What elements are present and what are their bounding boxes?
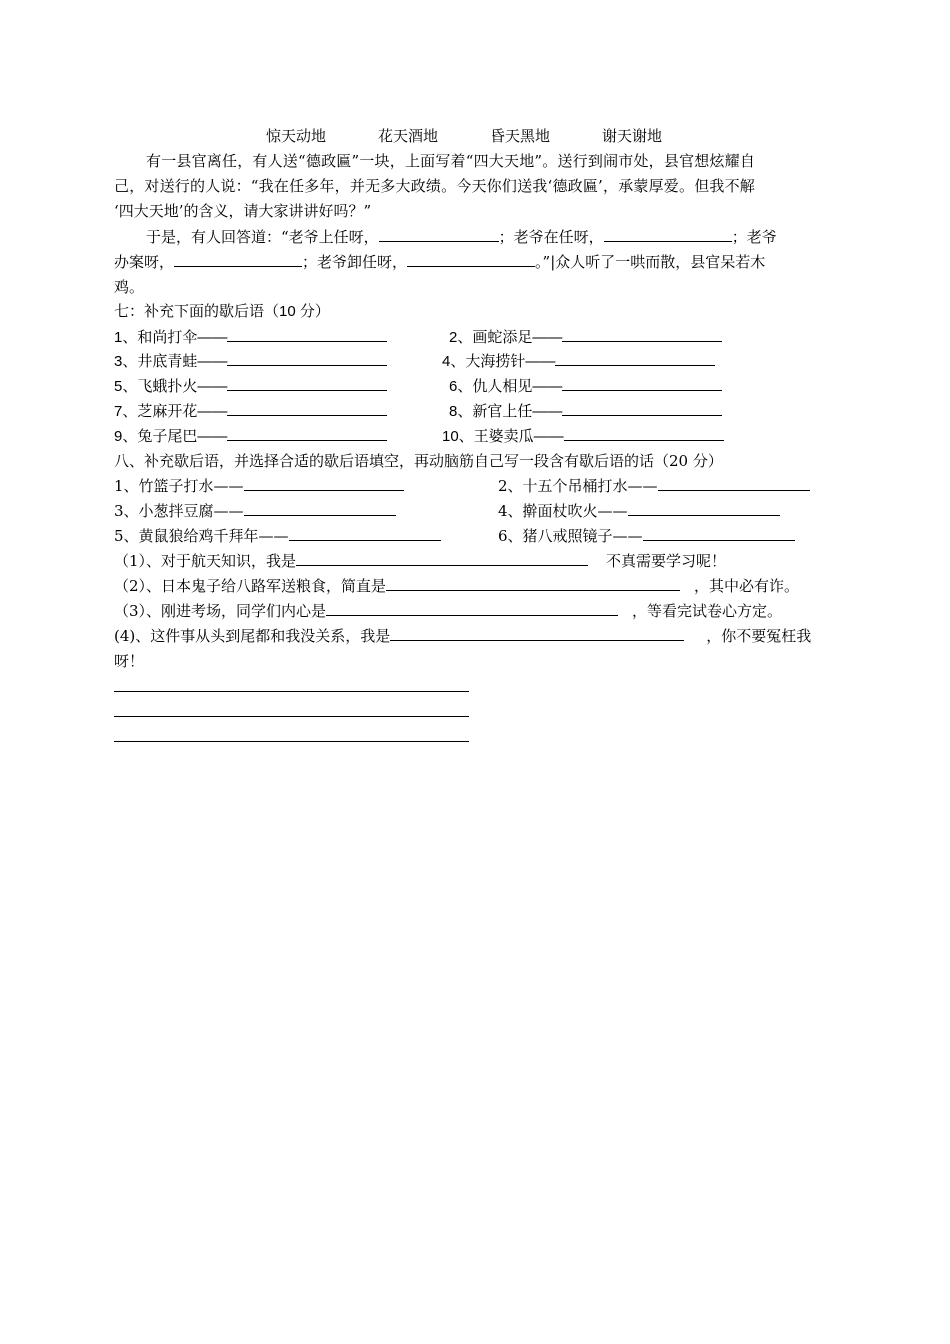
story-text: 办案呀， bbox=[114, 253, 175, 271]
story-line: 己，对送行的人说：“我在任多年，并无多大政绩。今天你们送我‘德政匾’，承蒙厚爱。但我不解 bbox=[114, 177, 756, 195]
story-text: 。”|众人听了一哄而散，县官呆若木 bbox=[535, 253, 766, 271]
fill-prefix: （3）、刚进考场，同学们内心是 bbox=[114, 602, 327, 620]
proverb-item bbox=[449, 375, 722, 397]
writing-line[interactable] bbox=[114, 741, 469, 742]
fill-blank[interactable] bbox=[296, 550, 588, 566]
proverb-item bbox=[449, 400, 722, 422]
fill-item bbox=[114, 575, 799, 597]
proverb-label: 7、芝麻开花—— bbox=[114, 403, 228, 420]
fill-blank[interactable] bbox=[386, 575, 680, 591]
fill-blank[interactable] bbox=[326, 600, 618, 616]
story-text: ；老爷 bbox=[731, 228, 777, 246]
proverb-item bbox=[114, 525, 441, 547]
proverb-blank[interactable] bbox=[227, 425, 387, 441]
proverb-item bbox=[114, 400, 387, 422]
proverb-blank[interactable] bbox=[289, 525, 441, 541]
proverb-item bbox=[114, 475, 404, 497]
fill-item bbox=[114, 550, 726, 572]
section7-title: 七：补充下面的歇后语（10 分） bbox=[114, 303, 330, 320]
story-text: 于是，有人回答道：“老爷上任呀， bbox=[146, 228, 379, 246]
story-answer-line bbox=[114, 251, 765, 273]
proverb-blank[interactable] bbox=[564, 425, 724, 441]
writing-line[interactable] bbox=[114, 716, 469, 717]
proverb-label: 3、井底青蛙—— bbox=[114, 353, 228, 370]
proverb-item bbox=[449, 326, 722, 348]
proverb-label: 1、竹篮子打水—— bbox=[114, 477, 244, 495]
proverb-blank[interactable] bbox=[244, 500, 396, 516]
proverb-label: 3、小葱拌豆腐—— bbox=[114, 502, 244, 520]
answer-blank[interactable] bbox=[379, 226, 499, 242]
writing-line[interactable] bbox=[114, 691, 469, 692]
fill-prefix: （2）、日本鬼子给八路军送粮食，简直是 bbox=[114, 577, 387, 595]
answer-blank[interactable] bbox=[174, 251, 302, 267]
proverb-blank[interactable] bbox=[227, 350, 387, 366]
proverb-item bbox=[114, 375, 387, 397]
story-answer-line bbox=[146, 226, 777, 248]
proverb-blank[interactable] bbox=[628, 500, 780, 516]
idiom-options bbox=[266, 125, 662, 147]
story-line: 有一县官离任，有人送“德政匾”一块，上面写着“四大天地”。送行到闹市处，县官想炫耀自 bbox=[146, 152, 756, 170]
proverb-item bbox=[442, 425, 724, 447]
proverb-blank[interactable] bbox=[227, 375, 387, 391]
proverb-blank[interactable] bbox=[227, 400, 387, 416]
proverb-label: 2、画蛇添足—— bbox=[449, 329, 563, 346]
fill-suffix: 不真需要学习呢！ bbox=[606, 552, 727, 570]
proverb-label: 6、仇人相见—— bbox=[449, 378, 563, 395]
story-text: ；老爷在任呀， bbox=[498, 228, 604, 246]
proverb-item bbox=[498, 500, 780, 522]
story-text: ；老爷卸任呀， bbox=[302, 253, 408, 271]
proverb-blank[interactable] bbox=[643, 525, 795, 541]
fill-prefix: (4)、这件事从头到尾都和我没关系，我是 bbox=[114, 627, 391, 645]
proverb-label: 5、黄鼠狼给鸡千拜年—— bbox=[114, 527, 289, 545]
proverb-label: 8、新官上任—— bbox=[449, 403, 563, 420]
fill-blank[interactable] bbox=[390, 625, 684, 641]
fill-suffix: ，等看完试卷心方定。 bbox=[632, 602, 783, 620]
proverb-item bbox=[498, 525, 795, 547]
proverb-item bbox=[114, 326, 387, 348]
proverb-label: 6、猪八戒照镜子—— bbox=[498, 527, 643, 545]
fill-suffix: ，你不要冤枉我 bbox=[706, 627, 812, 645]
proverb-label: 9、兔子尾巴—— bbox=[114, 428, 228, 445]
proverb-blank[interactable] bbox=[562, 400, 722, 416]
idiom-option: 谢天谢地 bbox=[602, 127, 663, 145]
fill-continuation: 呀！ bbox=[114, 652, 145, 670]
proverb-item bbox=[114, 500, 396, 522]
proverb-label: 4、大海捞针—— bbox=[442, 353, 556, 370]
idiom-option: 花天酒地 bbox=[378, 127, 439, 145]
proverb-blank[interactable] bbox=[244, 475, 404, 491]
fill-item bbox=[114, 625, 811, 647]
proverb-blank[interactable] bbox=[555, 350, 715, 366]
proverb-label: 10、王婆卖瓜—— bbox=[442, 428, 564, 445]
proverb-item bbox=[114, 350, 387, 372]
idiom-option: 昏天黑地 bbox=[490, 127, 551, 145]
proverb-label: 4、擀面杖吹火—— bbox=[498, 502, 628, 520]
fill-prefix: （1）、对于航天知识，我是 bbox=[114, 552, 297, 570]
proverb-item bbox=[498, 475, 810, 497]
fill-suffix: ，其中必有诈。 bbox=[694, 577, 800, 595]
answer-blank[interactable] bbox=[604, 226, 732, 242]
proverb-blank[interactable] bbox=[658, 475, 810, 491]
proverb-item bbox=[114, 425, 387, 447]
section8-title: 八、补充歇后语，并选择合适的歇后语填空，再动脑筋自己写一段含有歇后语的话（20 分） bbox=[114, 452, 723, 470]
proverb-label: 2、十五个吊桶打水—— bbox=[498, 477, 658, 495]
story-line: ‘四大天地’的含义，请大家讲讲好吗？” bbox=[114, 202, 372, 220]
fill-item bbox=[114, 600, 782, 622]
proverb-label: 5、飞蛾扑火—— bbox=[114, 378, 228, 395]
answer-blank[interactable] bbox=[407, 251, 535, 267]
proverb-blank[interactable] bbox=[227, 326, 387, 342]
proverb-label: 1、和尚打伞—— bbox=[114, 329, 228, 346]
proverb-item bbox=[442, 350, 715, 372]
story-line: 鸡。 bbox=[114, 278, 145, 296]
idiom-option: 惊天动地 bbox=[266, 127, 327, 145]
proverb-blank[interactable] bbox=[562, 375, 722, 391]
proverb-blank[interactable] bbox=[562, 326, 722, 342]
